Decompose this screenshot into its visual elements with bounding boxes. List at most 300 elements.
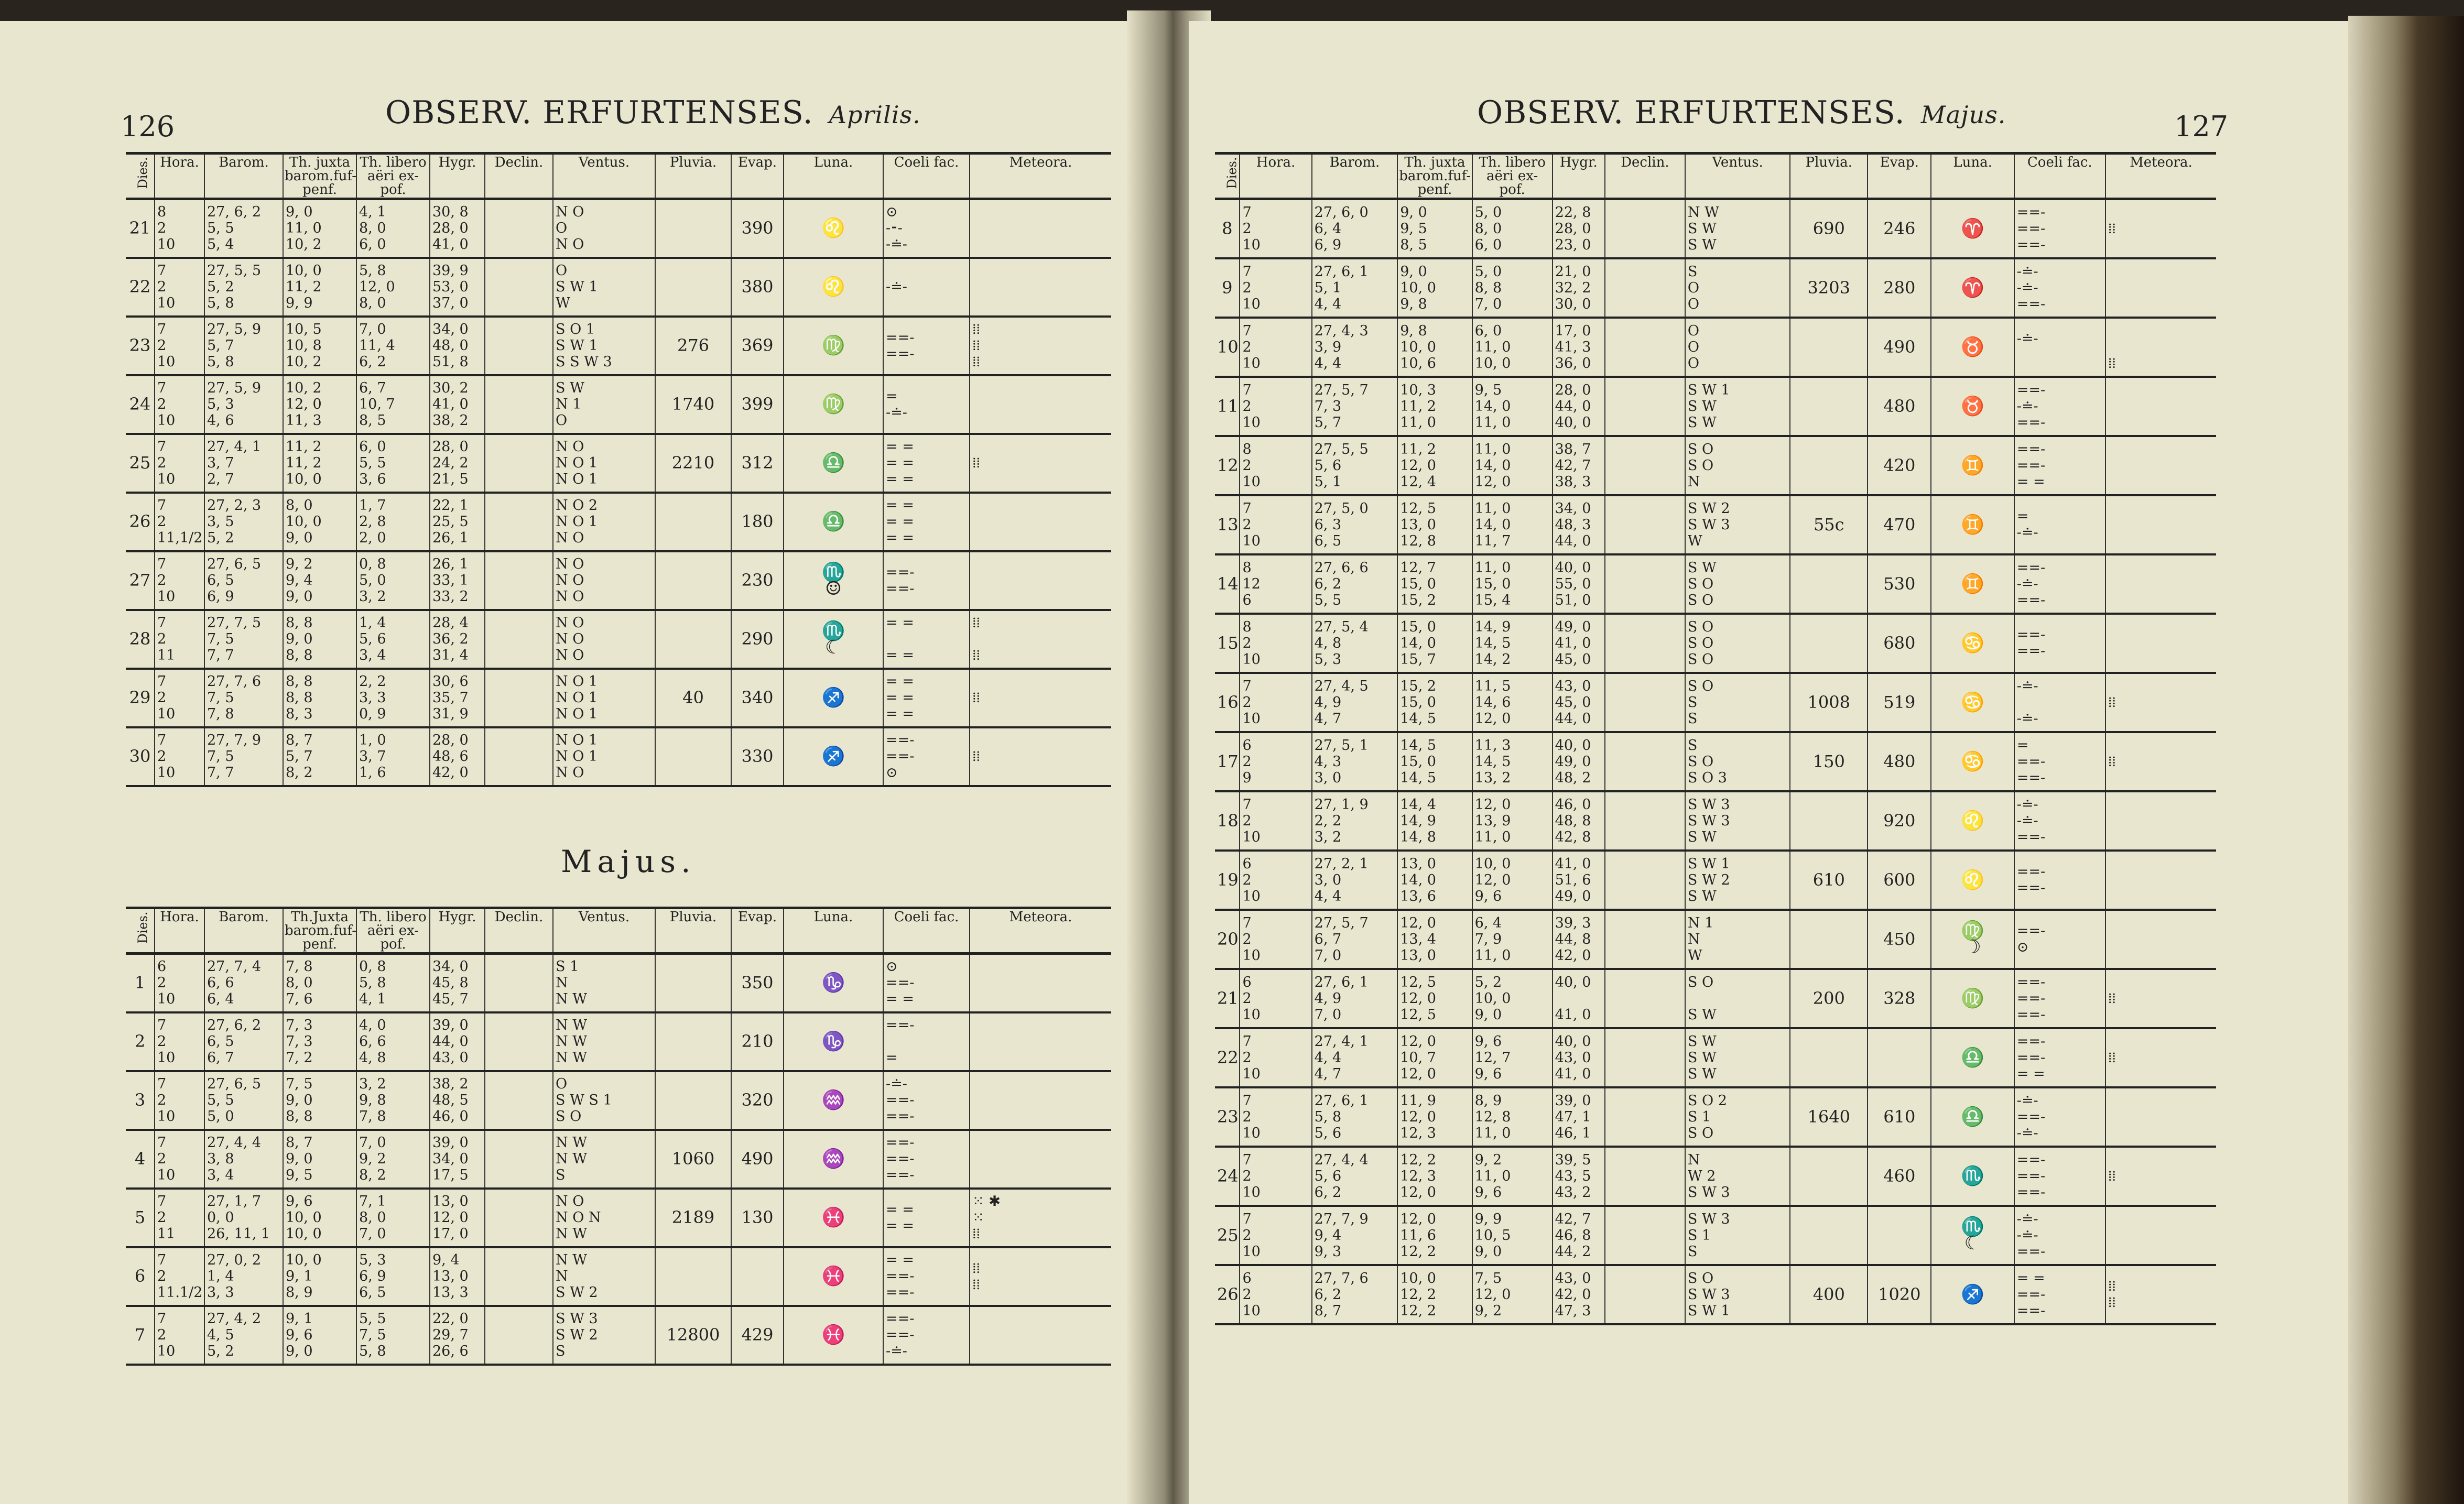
cell-evap: 680: [1868, 614, 1931, 673]
cell-pluvia: [1790, 377, 1868, 436]
cell-coeli: = = ==- ==-: [2014, 1265, 2105, 1324]
cell-hygr: 43, 0 45, 0 44, 0: [1553, 673, 1605, 732]
cell-meteora: ⁞⁞ ⁞⁞: [970, 610, 1111, 669]
cell-thj: 8, 8 8, 8 8, 3: [283, 669, 356, 727]
cell-coeli: ==- ==-: [883, 317, 970, 375]
column-header: [155, 908, 204, 954]
cell-pluvia: 200: [1790, 969, 1868, 1028]
cell-thl: 7, 0 11, 4 6, 2: [356, 317, 430, 375]
cell-barom: 27, 5, 9 5, 3 4, 6: [204, 375, 283, 434]
cell-thj: 8, 7 9, 0 9, 5: [283, 1130, 356, 1189]
cell-luna: ♏ ☺: [784, 551, 883, 610]
cell-thl: 9, 5 14, 0 11, 0: [1472, 377, 1553, 436]
cell-decl: [485, 551, 553, 610]
column-header-label: Ventus.: [578, 155, 630, 170]
cell-evap: [731, 1247, 784, 1306]
cell-meteora: ⁞⁞: [970, 669, 1111, 727]
cell-thj: 15, 0 14, 0 15, 7: [1397, 614, 1472, 673]
cell-decl: [485, 199, 553, 258]
cell-luna: ♐: [784, 669, 883, 727]
cell-decl: [1605, 377, 1685, 436]
cell-meteora: ⁙ ✱ ⁙ ⁞⁞: [970, 1189, 1111, 1247]
column-header-label: Coeli fac.: [894, 909, 959, 925]
table-row: [1215, 1206, 2216, 1265]
cell-evap: 429: [731, 1306, 784, 1365]
cell-hora: 8 2 10: [1240, 436, 1311, 495]
cell-hygr: 41, 0 51, 6 49, 0: [1553, 851, 1605, 910]
cell-day: 22: [1215, 1028, 1240, 1087]
cell-hygr: 22, 0 29, 7 26, 6: [430, 1306, 485, 1365]
column-header-label: Coeli fac.: [2027, 155, 2092, 170]
cell-hora: 7 2 10: [1240, 199, 1311, 258]
cell-hygr: 34, 0 48, 3 44, 0: [1553, 495, 1605, 554]
column-header: [1790, 154, 1868, 199]
column-header: [883, 908, 970, 954]
cell-coeli: ==- ==- ==-: [2014, 969, 2105, 1028]
cell-thl: 11, 5 14, 6 12, 0: [1472, 673, 1553, 732]
cell-ventus: N O N O 1 N O 1: [553, 434, 655, 493]
page-title: [385, 94, 921, 131]
cell-hygr: 39, 0 34, 0 17, 5: [430, 1130, 485, 1189]
cell-coeli: -≐- -≐-: [2014, 673, 2105, 732]
cell-evap: 340: [731, 669, 784, 727]
cell-hora: 7 2 11.1/2: [155, 1247, 204, 1306]
cell-hygr: 34, 0 48, 0 51, 8: [430, 317, 485, 375]
cell-day: 2: [126, 1012, 155, 1071]
cell-thj: 11, 2 12, 0 12, 4: [1397, 436, 1472, 495]
cell-barom: 27, 2, 1 3, 0 4, 4: [1312, 851, 1398, 910]
cell-coeli: -≐- -≐- ==-: [2014, 1206, 2105, 1265]
cell-hygr: 40, 0 43, 0 41, 0: [1553, 1028, 1605, 1087]
column-header-label: Ventus.: [1712, 155, 1763, 170]
table-row: [126, 1247, 1111, 1306]
cell-thj: 11, 9 12, 0 12, 3: [1397, 1087, 1472, 1147]
cell-pluvia: 400: [1790, 1265, 1868, 1324]
cell-luna: ♎: [784, 493, 883, 551]
cell-day: 20: [1215, 910, 1240, 969]
observation-table-may-start: [126, 907, 1111, 1366]
cell-thl: 11, 3 14, 5 13, 2: [1472, 732, 1553, 791]
cell-pluvia: 1060: [655, 1130, 731, 1189]
cell-ventus: S O S W 3 S W 1: [1685, 1265, 1790, 1324]
cell-luna: ♏ ☾: [1931, 1206, 2014, 1265]
column-header-label: Barom.: [219, 909, 269, 925]
cell-pluvia: [655, 493, 731, 551]
column-header: [553, 908, 655, 954]
table-row: [126, 493, 1111, 551]
cell-meteora: [970, 1306, 1111, 1365]
cell-ventus: S W N 1 O: [553, 375, 655, 434]
cell-meteora: [2105, 377, 2216, 436]
cell-luna: ♑: [784, 954, 883, 1012]
cell-decl: [485, 1247, 553, 1306]
cell-day: 3: [126, 1071, 155, 1130]
left-page: [0, 21, 1153, 1504]
cell-coeli: ==- ==- = =: [2014, 436, 2105, 495]
cell-hygr: 49, 0 41, 0 45, 0: [1553, 614, 1605, 673]
column-header: [1215, 154, 1240, 199]
column-header-label: Meteora.: [2130, 155, 2192, 170]
cell-hygr: 30, 2 41, 0 38, 2: [430, 375, 485, 434]
cell-meteora: [2105, 614, 2216, 673]
column-header: [155, 154, 204, 199]
column-header-label: Hygr.: [438, 155, 476, 170]
cell-pluvia: 40: [655, 669, 731, 727]
cell-ventus: N W N W S: [553, 1130, 655, 1189]
cell-luna: ♍: [784, 375, 883, 434]
cell-meteora: [2105, 851, 2216, 910]
cell-hygr: 40, 0 49, 0 48, 2: [1553, 732, 1605, 791]
cell-thj: 12, 0 10, 7 12, 0: [1397, 1028, 1472, 1087]
cell-pluvia: [655, 954, 731, 1012]
cell-thl: 14, 9 14, 5 14, 2: [1472, 614, 1553, 673]
cell-thl: 12, 0 13, 9 11, 0: [1472, 791, 1553, 851]
column-header-label: Dies.: [135, 157, 150, 189]
right-page: [1189, 21, 2373, 1504]
cell-thl: 7, 0 9, 2 8, 2: [356, 1130, 430, 1189]
cell-barom: 27, 6, 1 5, 8 5, 6: [1312, 1087, 1398, 1147]
cell-thl: 1, 0 3, 7 1, 6: [356, 727, 430, 786]
cell-coeli: ==- ==-: [2014, 614, 2105, 673]
cell-decl: [1605, 258, 1685, 318]
column-header-label: Ventus.: [578, 909, 630, 925]
cell-thj: 7, 8 8, 0 7, 6: [283, 954, 356, 1012]
cell-thl: 4, 0 6, 6 4, 8: [356, 1012, 430, 1071]
cell-coeli: ==- ==- = =: [2014, 1028, 2105, 1087]
cell-luna: ♌: [784, 199, 883, 258]
cell-coeli: -≐- ==- -≐-: [2014, 1087, 2105, 1147]
table-row: [126, 434, 1111, 493]
cell-luna: ♎: [784, 434, 883, 493]
table-row: [1215, 258, 2216, 318]
cell-meteora: [970, 258, 1111, 317]
cell-luna: ♉: [1931, 318, 2014, 377]
cell-hora: 7 2 10: [1240, 1147, 1311, 1206]
cell-evap: 210: [731, 1012, 784, 1071]
table-row: [126, 199, 1111, 258]
cell-meteora: [2105, 495, 2216, 554]
cell-luna: ♓: [784, 1247, 883, 1306]
cell-thj: 7, 5 9, 0 8, 8: [283, 1071, 356, 1130]
column-header-label: Pluvia.: [669, 155, 717, 170]
cell-hygr: 21, 0 32, 2 30, 0: [1553, 258, 1605, 318]
cell-ventus: S 1 N N W: [553, 954, 655, 1012]
cell-thj: 8, 0 10, 0 9, 0: [283, 493, 356, 551]
cell-hygr: 28, 0 48, 6 42, 0: [430, 727, 485, 786]
cell-luna: ♈: [1931, 258, 2014, 318]
column-header-label: Declin.: [494, 909, 544, 925]
cell-barom: 27, 6, 1 4, 9 7, 0: [1312, 969, 1398, 1028]
cell-evap: 380: [731, 258, 784, 317]
month-label: Aprilis.: [829, 101, 921, 129]
cell-luna: ♑: [784, 1012, 883, 1071]
column-header-label: Dies.: [1224, 157, 1240, 189]
cell-barom: 27, 6, 2 5, 5 5, 4: [204, 199, 283, 258]
column-header-label: Luna.: [813, 155, 853, 170]
cell-hora: 8 2 10: [155, 199, 204, 258]
cell-thj: 9, 0 10, 0 9, 8: [1397, 258, 1472, 318]
cell-ventus: O S W 1 W: [553, 258, 655, 317]
cell-pluvia: 1640: [1790, 1087, 1868, 1147]
cell-evap: 480: [1868, 732, 1931, 791]
cell-luna: ♒: [784, 1130, 883, 1189]
cell-evap: 330: [731, 727, 784, 786]
table-row: [126, 1071, 1111, 1130]
cell-thj: 12, 5 13, 0 12, 8: [1397, 495, 1472, 554]
cell-thj: 8, 8 9, 0 8, 8: [283, 610, 356, 669]
cell-ventus: S O S W: [1685, 969, 1790, 1028]
cell-ventus: N W 2 S W 3: [1685, 1147, 1790, 1206]
cell-evap: 610: [1868, 1087, 1931, 1147]
cell-ventus: S O O: [1685, 258, 1790, 318]
cell-meteora: [2105, 258, 2216, 318]
cell-ventus: S W 1 S W 2 S W: [1685, 851, 1790, 910]
cell-luna: ♎: [1931, 1028, 2014, 1087]
column-header: [731, 908, 784, 954]
table-row: [1215, 910, 2216, 969]
cell-ventus: S W S O S O: [1685, 554, 1790, 614]
cell-pluvia: 2189: [655, 1189, 731, 1247]
cell-evap: 600: [1868, 851, 1931, 910]
cell-decl: [1605, 554, 1685, 614]
cell-luna: ♋: [1931, 673, 2014, 732]
table-row: [126, 727, 1111, 786]
cell-meteora: ⁞⁞: [970, 434, 1111, 493]
cell-day: 21: [126, 199, 155, 258]
cell-hygr: 39, 5 43, 5 43, 2: [1553, 1147, 1605, 1206]
cell-decl: [485, 669, 553, 727]
cell-thj: 14, 4 14, 9 14, 8: [1397, 791, 1472, 851]
cell-evap: 490: [1868, 318, 1931, 377]
cell-luna: ♊: [1931, 436, 2014, 495]
cell-day: 26: [1215, 1265, 1240, 1324]
cell-thj: 10, 5 10, 8 10, 2: [283, 317, 356, 375]
cell-pluvia: [1790, 318, 1868, 377]
cell-day: 13: [1215, 495, 1240, 554]
cell-ventus: S O S O S O: [1685, 614, 1790, 673]
cell-evap: 328: [1868, 969, 1931, 1028]
cell-barom: 27, 7, 9 7, 5 7, 7: [204, 727, 283, 786]
cell-coeli: ==- ==- ==-: [2014, 199, 2105, 258]
cell-pluvia: [1790, 1028, 1868, 1087]
column-header: [1553, 154, 1605, 199]
cell-barom: 27, 6, 6 6, 2 5, 5: [1312, 554, 1398, 614]
cell-thl: 9, 6 12, 7 9, 6: [1472, 1028, 1553, 1087]
page-title: [1477, 94, 2006, 131]
cell-thj: 10, 0 12, 2 12, 2: [1397, 1265, 1472, 1324]
cell-evap: 230: [731, 551, 784, 610]
cell-ventus: N O 1 N O 1 N O 1: [553, 669, 655, 727]
column-header: [784, 908, 883, 954]
column-header-label: Barom.: [1329, 155, 1380, 170]
cell-evap: [1868, 1028, 1931, 1087]
cell-hora: 6 2 9: [1240, 732, 1311, 791]
column-header-label: Th. juxta barom.fuf- penf.: [1399, 155, 1471, 198]
cell-evap: 530: [1868, 554, 1931, 614]
table-row: [126, 610, 1111, 669]
cell-decl: [1605, 1147, 1685, 1206]
cell-thj: 15, 2 15, 0 14, 5: [1397, 673, 1472, 732]
table-row: [1215, 436, 2216, 495]
cell-barom: 27, 7, 6 7, 5 7, 8: [204, 669, 283, 727]
cell-decl: [1605, 969, 1685, 1028]
cell-ventus: S W 1 S W S W: [1685, 377, 1790, 436]
column-header: [430, 908, 485, 954]
cell-evap: 130: [731, 1189, 784, 1247]
column-header: [655, 908, 731, 954]
column-header: [283, 908, 356, 954]
cell-meteora: [970, 1012, 1111, 1071]
cell-thl: 4, 1 8, 0 6, 0: [356, 199, 430, 258]
cell-hora: 8 12 6: [1240, 554, 1311, 614]
cell-day: 27: [126, 551, 155, 610]
cell-pluvia: [1790, 791, 1868, 851]
cell-thl: 0, 8 5, 8 4, 1: [356, 954, 430, 1012]
column-header-label: Declin.: [1621, 155, 1669, 170]
cell-meteora: [970, 1071, 1111, 1130]
cell-coeli: = -≐-: [2014, 495, 2105, 554]
cell-coeli: ==- ==- -≐-: [883, 1306, 970, 1365]
cell-thj: 12, 2 12, 3 12, 0: [1397, 1147, 1472, 1206]
table-row: [126, 1189, 1111, 1247]
observation-table-may: [1215, 152, 2216, 1325]
cell-thj: 10, 2 12, 0 11, 3: [283, 375, 356, 434]
cell-hora: 6 2 10: [155, 954, 204, 1012]
cell-meteora: ⁞⁞: [970, 727, 1111, 786]
cell-decl: [1605, 791, 1685, 851]
cell-pluvia: 610: [1790, 851, 1868, 910]
cell-thj: 13, 0 14, 0 13, 6: [1397, 851, 1472, 910]
cell-hygr: 9, 4 13, 0 13, 3: [430, 1247, 485, 1306]
cell-thl: 7, 5 12, 0 9, 2: [1472, 1265, 1553, 1324]
column-header-label: Pluvia.: [1805, 155, 1852, 170]
cell-hora: 8 2 10: [1240, 614, 1311, 673]
cell-decl: [485, 493, 553, 551]
cell-day: 9: [1215, 258, 1240, 318]
cell-hygr: 40, 0 55, 0 51, 0: [1553, 554, 1605, 614]
cell-thj: 12, 0 13, 4 13, 0: [1397, 910, 1472, 969]
cell-day: 8: [1215, 199, 1240, 258]
cell-ventus: N O 1 N O 1 N O: [553, 727, 655, 786]
cell-meteora: [970, 375, 1111, 434]
cell-barom: 27, 1, 7 0, 0 26, 11, 1: [204, 1189, 283, 1247]
column-header: [970, 154, 1111, 199]
cell-pluvia: 55c: [1790, 495, 1868, 554]
cell-day: 16: [1215, 673, 1240, 732]
cell-coeli: = = = =: [883, 610, 970, 669]
cell-thl: 5, 3 6, 9 6, 5: [356, 1247, 430, 1306]
table-row: [1215, 199, 2216, 258]
cell-thj: 10, 3 11, 2 11, 0: [1397, 377, 1472, 436]
cell-hygr: 39, 0 44, 0 43, 0: [430, 1012, 485, 1071]
cell-ventus: N O 2 N O 1 N O: [553, 493, 655, 551]
cell-thj: 9, 8 10, 0 10, 6: [1397, 318, 1472, 377]
cell-meteora: [2105, 554, 2216, 614]
cell-luna: ♌: [1931, 851, 2014, 910]
cell-pluvia: 2210: [655, 434, 731, 493]
cell-thl: 5, 8 12, 0 8, 0: [356, 258, 430, 317]
cell-coeli: = = = = = =: [883, 669, 970, 727]
cell-pluvia: 1008: [1790, 673, 1868, 732]
cell-thl: 0, 8 5, 0 3, 2: [356, 551, 430, 610]
cell-pluvia: 12800: [655, 1306, 731, 1365]
cell-day: 19: [1215, 851, 1240, 910]
cell-hora: 7 2 10: [1240, 495, 1311, 554]
cell-evap: [1868, 1206, 1931, 1265]
table-row: [1215, 495, 2216, 554]
cell-hygr: 22, 1 25, 5 26, 1: [430, 493, 485, 551]
cell-luna: ♋: [1931, 614, 2014, 673]
cell-coeli: = = = = = =: [883, 493, 970, 551]
column-header: [784, 154, 883, 199]
cell-pluvia: 690: [1790, 199, 1868, 258]
cell-thl: 1, 7 2, 8 2, 0: [356, 493, 430, 551]
cell-day: 26: [126, 493, 155, 551]
cell-hygr: 22, 8 28, 0 23, 0: [1553, 199, 1605, 258]
cell-luna: ♉: [1931, 377, 2014, 436]
cell-hygr: 26, 1 33, 1 33, 2: [430, 551, 485, 610]
cell-evap: 246: [1868, 199, 1931, 258]
table-row: [1215, 1087, 2216, 1147]
cell-barom: 27, 5, 5 5, 2 5, 8: [204, 258, 283, 317]
cell-coeli: ==- ⊙: [2014, 910, 2105, 969]
cell-day: 12: [1215, 436, 1240, 495]
cell-pluvia: 150: [1790, 732, 1868, 791]
cell-ventus: N W N W N W: [553, 1012, 655, 1071]
cell-barom: 27, 5, 7 6, 7 7, 0: [1312, 910, 1398, 969]
cell-barom: 27, 4, 2 4, 5 5, 2: [204, 1306, 283, 1365]
column-header-label: Evap.: [737, 155, 777, 170]
cell-day: 21: [1215, 969, 1240, 1028]
cell-pluvia: [1790, 436, 1868, 495]
cell-pluvia: [655, 610, 731, 669]
cell-day: 30: [126, 727, 155, 786]
cell-hora: 7 2 10: [1240, 791, 1311, 851]
column-header: [485, 908, 553, 954]
cell-evap: 312: [731, 434, 784, 493]
cell-day: 4: [126, 1130, 155, 1189]
column-header: [485, 154, 553, 199]
column-header-label: Luna.: [813, 909, 853, 925]
column-header: [553, 154, 655, 199]
table-row: [126, 258, 1111, 317]
table-row: [1215, 377, 2216, 436]
table-row: [1215, 318, 2216, 377]
cell-meteora: [2105, 1206, 2216, 1265]
cell-luna: ♏: [1931, 1147, 2014, 1206]
cell-barom: 27, 5, 5 5, 6 5, 1: [1312, 436, 1398, 495]
cell-ventus: S S O S O 3: [1685, 732, 1790, 791]
column-header: [204, 908, 283, 954]
column-header: [1931, 154, 2014, 199]
cell-ventus: S O S O N: [1685, 436, 1790, 495]
column-header: [283, 154, 356, 199]
cell-day: 10: [1215, 318, 1240, 377]
cell-ventus: O S W S 1 S O: [553, 1071, 655, 1130]
column-header-label: Declin.: [494, 155, 544, 170]
table-row: [126, 669, 1111, 727]
column-header: [655, 154, 731, 199]
cell-thj: 10, 0 11, 2 9, 9: [283, 258, 356, 317]
cell-thj: 9, 1 9, 6 9, 0: [283, 1306, 356, 1365]
cell-day: 29: [126, 669, 155, 727]
cell-day: 1: [126, 954, 155, 1012]
cell-decl: [485, 1306, 553, 1365]
cell-thl: 10, 0 12, 0 9, 6: [1472, 851, 1553, 910]
table-row: [126, 1130, 1111, 1189]
cell-luna: ♊: [1931, 554, 2014, 614]
cell-meteora: [2105, 910, 2216, 969]
